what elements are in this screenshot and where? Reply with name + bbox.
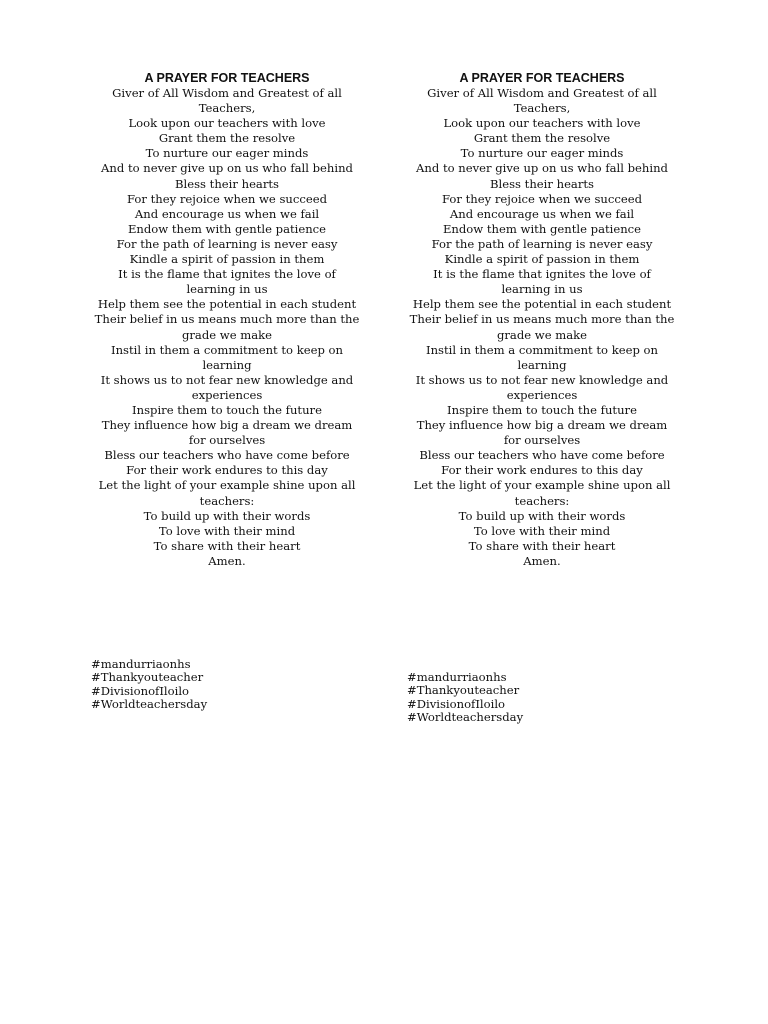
prayer-line: And encourage us when we fail bbox=[134, 206, 320, 221]
prayer-line: Endow them with gentle patience bbox=[442, 221, 642, 236]
prayer-line: Let the light of your example shine upon all teachers: bbox=[98, 478, 360, 508]
prayer-line: To share with their heart bbox=[468, 538, 616, 553]
prayer-line: It shows us to not fear new knowledge and experiences bbox=[415, 372, 672, 402]
prayer-line: To love with their mind bbox=[158, 523, 296, 538]
prayer-line: Bless their hearts bbox=[175, 176, 279, 191]
prayer-column-left bbox=[92, 70, 362, 569]
prayer-title: A PRAYER FOR TEACHERS bbox=[459, 71, 625, 85]
prayer-line: Instil in them a commitment to keep on learning bbox=[426, 342, 662, 372]
prayer-line: Help them see the potential in each student bbox=[412, 297, 672, 312]
prayer-title: A PRAYER FOR TEACHERS bbox=[144, 71, 310, 85]
prayer-line: Their belief in us means much more than the grade we make bbox=[94, 312, 364, 342]
prayer-line: It shows us to not fear new knowledge and experiences bbox=[100, 372, 357, 402]
prayer-line: Grant them the resolve bbox=[158, 131, 296, 146]
prayer-line: Giver of All Wisdom and Greatest of all Teachers, bbox=[427, 86, 661, 116]
prayer-line: Bless their hearts bbox=[490, 176, 594, 191]
hashtag: #DivisionofIloilo bbox=[91, 683, 190, 698]
prayer-line: Grant them the resolve bbox=[473, 131, 611, 146]
prayer-line: And encourage us when we fail bbox=[449, 206, 635, 221]
prayer-line: To nurture our eager minds bbox=[145, 146, 309, 161]
prayer-line: Look upon our teachers with love bbox=[443, 116, 641, 131]
hashtag: #Worldteachersday bbox=[407, 710, 524, 725]
prayer-line: To love with their mind bbox=[473, 523, 611, 538]
hashtag: #Worldteachersday bbox=[91, 697, 208, 712]
prayer-line: Bless our teachers who have come before bbox=[104, 448, 350, 463]
prayer-line: They influence how big a dream we dream for ourselves bbox=[101, 418, 356, 448]
prayer-line: Kindle a spirit of passion in them bbox=[444, 252, 640, 267]
prayer-line: Inspire them to touch the future bbox=[447, 402, 637, 417]
prayer-line: For they rejoice when we succeed bbox=[127, 191, 327, 206]
hashtag-list-left bbox=[91, 658, 207, 712]
prayer-line: To build up with their words bbox=[143, 508, 311, 523]
hashtag: #Thankyouteacher bbox=[407, 683, 520, 698]
hashtag: #DivisionofIloilo bbox=[407, 696, 506, 711]
hashtag-list-right bbox=[407, 671, 523, 725]
hashtag: #mandurriaonhs bbox=[91, 657, 191, 671]
prayer-line: For the path of learning is never easy bbox=[431, 236, 653, 251]
prayer-line: And to never give up on us who fall behind bbox=[101, 161, 353, 176]
prayer-line: To share with their heart bbox=[153, 538, 301, 553]
prayer-line: Instil in them a commitment to keep on learning bbox=[111, 342, 347, 372]
hashtag: #mandurriaonhs bbox=[407, 670, 507, 684]
prayer-line: Bless our teachers who have come before bbox=[419, 448, 665, 463]
prayer-line: And to never give up on us who fall behind bbox=[416, 161, 668, 176]
prayer-line: They influence how big a dream we dream for ourselves bbox=[416, 418, 671, 448]
prayer-line: To build up with their words bbox=[458, 508, 626, 523]
prayer-line: For their work endures to this day bbox=[441, 463, 643, 478]
prayer-line: Help them see the potential in each student bbox=[97, 297, 357, 312]
hashtag: #Thankyouteacher bbox=[91, 670, 204, 685]
prayer-line: Let the light of your example shine upon all teachers: bbox=[413, 478, 675, 508]
prayer-line: It is the flame that ignites the love of learning in us bbox=[433, 267, 655, 297]
prayer-column-right bbox=[407, 70, 677, 569]
prayer-line: It is the flame that ignites the love of learning in us bbox=[118, 267, 340, 297]
prayer-line: Giver of All Wisdom and Greatest of all Teachers, bbox=[112, 86, 346, 116]
prayer-line: For they rejoice when we succeed bbox=[442, 191, 642, 206]
prayer-line: Their belief in us means much more than the grade we make bbox=[409, 312, 679, 342]
prayer-line: Amen. bbox=[208, 553, 246, 568]
prayer-line: Kindle a spirit of passion in them bbox=[129, 252, 325, 267]
prayer-line: Inspire them to touch the future bbox=[132, 402, 322, 417]
prayer-line: To nurture our eager minds bbox=[460, 146, 624, 161]
prayer-line: For their work endures to this day bbox=[126, 463, 328, 478]
prayer-line: For the path of learning is never easy bbox=[116, 236, 338, 251]
prayer-line: Endow them with gentle patience bbox=[127, 221, 327, 236]
prayer-line: Look upon our teachers with love bbox=[128, 116, 326, 131]
prayer-line: Amen. bbox=[523, 553, 561, 568]
